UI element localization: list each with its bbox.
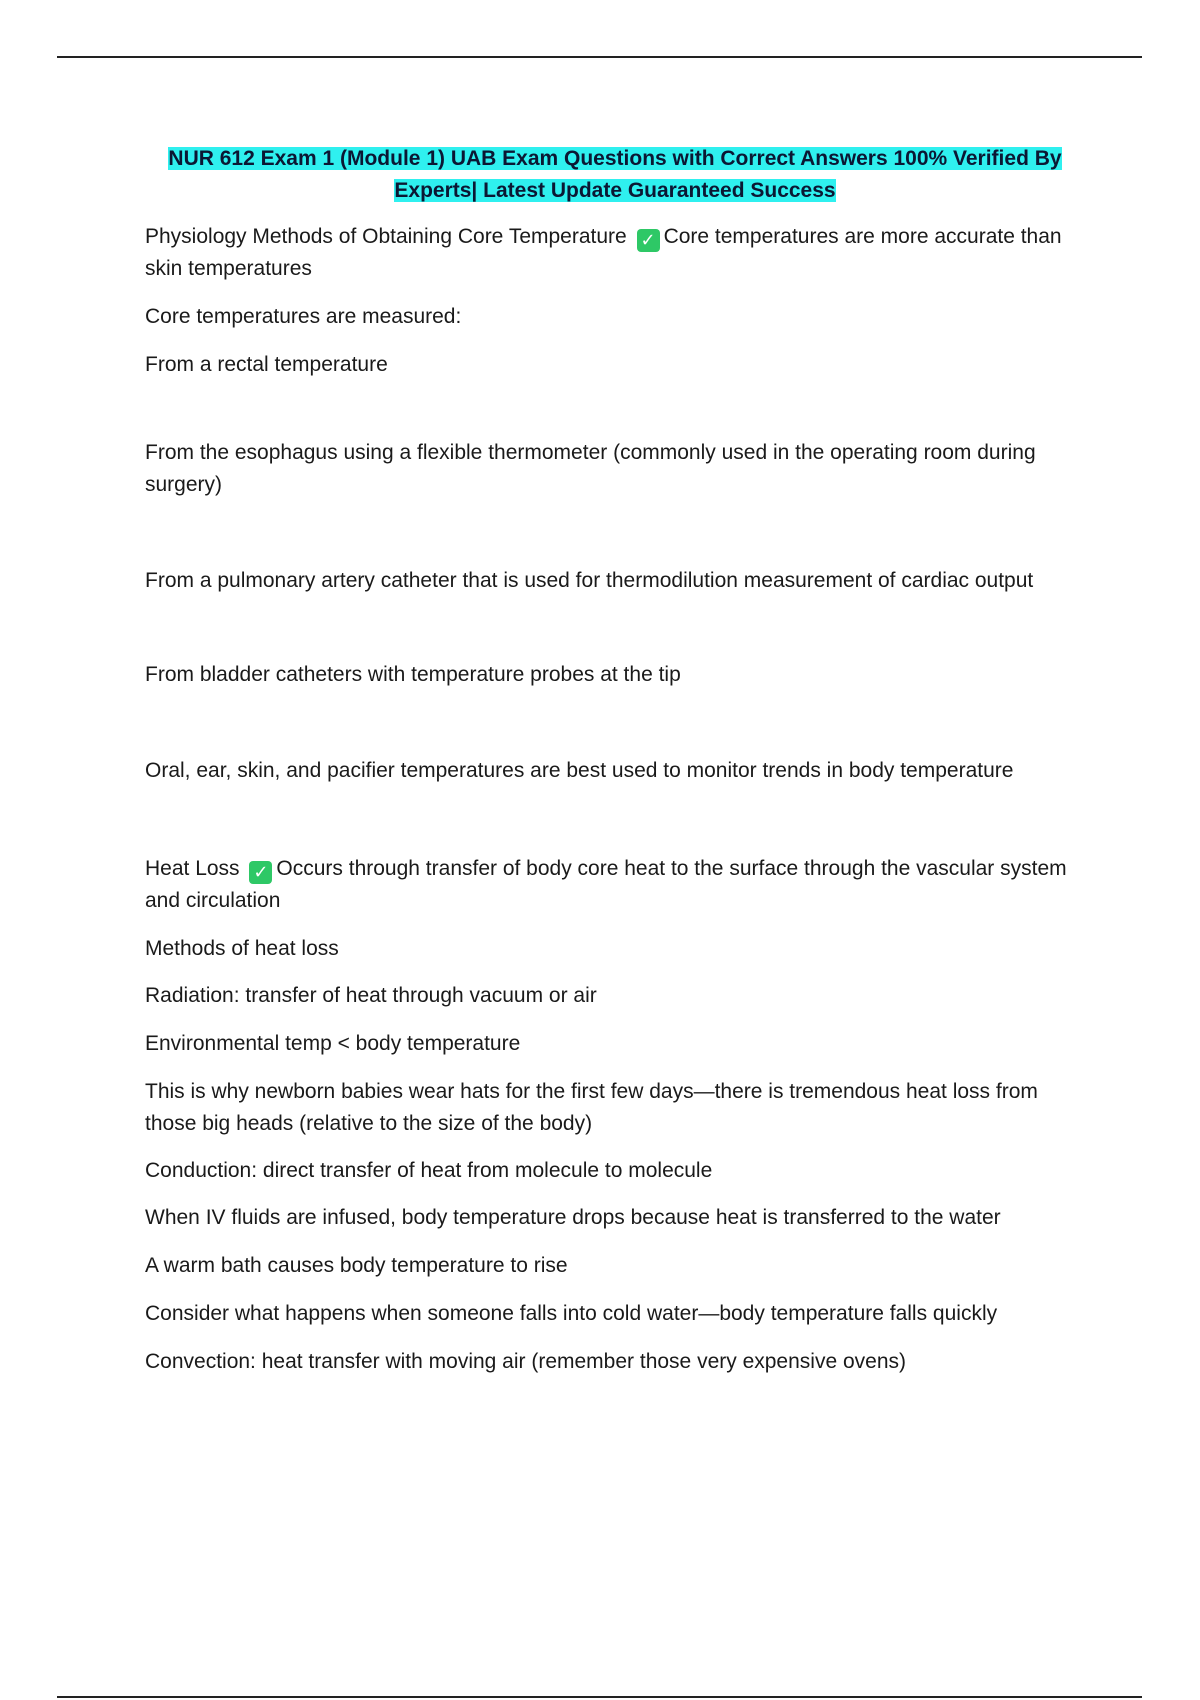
paragraph-bladder: From bladder catheters with temperature probes at the tip — [145, 663, 681, 686]
paragraph-warm-bath: A warm bath causes body temperature to rise — [145, 1254, 568, 1277]
paragraph-environmental: Environmental temp < body temperature — [145, 1032, 521, 1055]
paragraph-conduction: Conduction: direct transfer of heat from molecule to molecule — [145, 1159, 713, 1182]
check-mark-icon: ✓ — [637, 229, 660, 252]
paragraph-esophagus: From the esophagus using a flexible thermometer (commonly used in the operating room during surgery) — [145, 441, 1036, 496]
paragraph-pulmonary: From a pulmonary artery catheter that is used for thermodilution measurement of cardiac output — [145, 569, 1034, 592]
question-text: Physiology Methods of Obtaining Core Temperature — [145, 225, 627, 248]
paragraph-convection: Convection: heat transfer with moving air (remember those very expensive ovens) — [145, 1350, 907, 1373]
paragraph-radiation: Radiation: transfer of heat through vacuum or air — [145, 984, 597, 1007]
page-top-rule — [57, 56, 1142, 58]
answer-text: Occurs through transfer of body core heat to the surface through the vascular system and circulation — [145, 857, 1067, 912]
answer-text: Core temperatures are more accurate than skin temperatures — [145, 225, 1062, 280]
question-text: Heat Loss — [145, 857, 240, 880]
paragraph-oral: Oral, ear, skin, and pacifier temperatures are best used to monitor trends in body temperature — [145, 759, 1014, 782]
title-line-1: NUR 612 Exam 1 (Module 1) UAB Exam Questions with Correct Answers 100% Verified By — [168, 147, 1062, 170]
paragraph-core-measured: Core temperatures are measured: — [145, 305, 462, 328]
paragraph-methods: Methods of heat loss — [145, 937, 339, 960]
paragraph-iv-fluids: When IV fluids are infused, body temperature drops because heat is transferred to the water — [145, 1206, 1001, 1229]
paragraph-newborn: This is why newborn babies wear hats for the first few days—there is tremendous heat loss from those big heads (relative to the size of the body) — [145, 1080, 1038, 1135]
check-mark-icon: ✓ — [249, 861, 272, 884]
document-title — [145, 143, 1085, 207]
title-line-2: Experts| Latest Update Guaranteed Success — [394, 179, 836, 202]
qa-heat-loss — [145, 853, 1085, 917]
paragraph-cold-water: Consider what happens when someone falls into cold water—body temperature falls quickly — [145, 1302, 998, 1325]
page-bottom-rule — [57, 1696, 1142, 1698]
paragraph-rectal: From a rectal temperature — [145, 353, 388, 376]
document-body — [145, 143, 1085, 1378]
qa-core-temperature — [145, 221, 1085, 285]
